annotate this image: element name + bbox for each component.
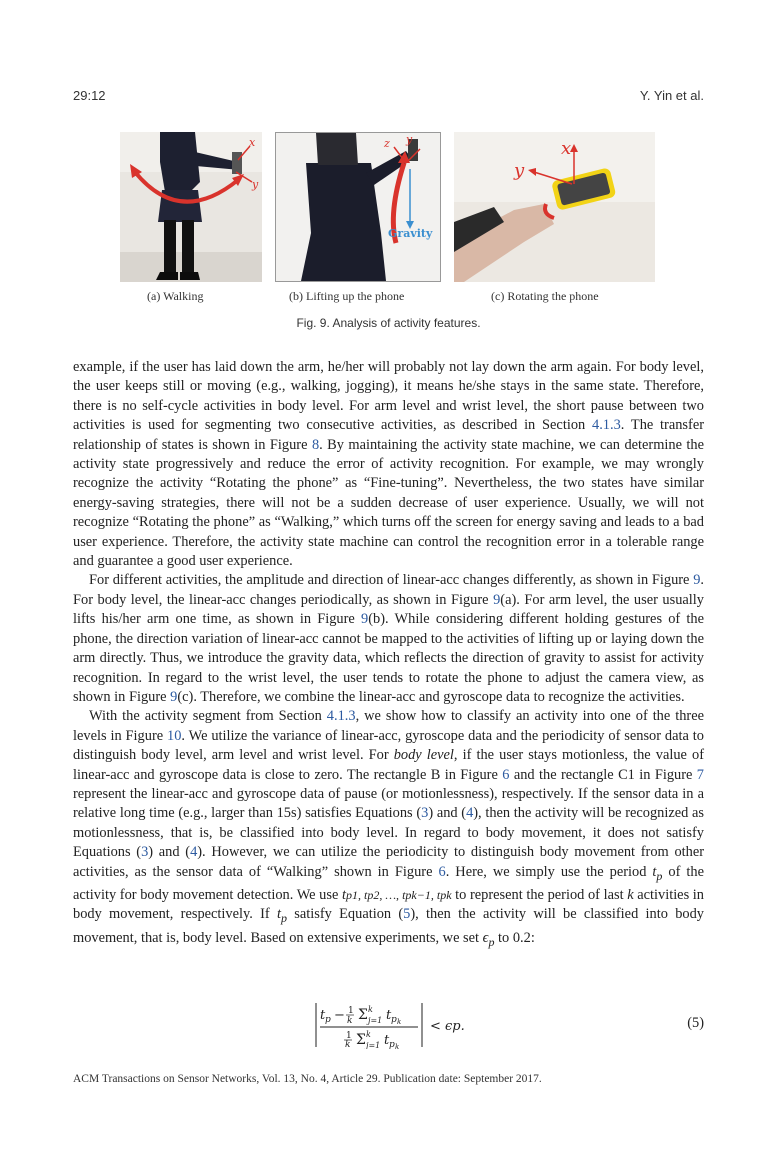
equation-5 [0,1001,777,1049]
axis-label-y: y [514,160,525,181]
section-ref[interactable]: 4.1.3 [592,417,621,434]
subcaption-rotating: (c) Rotating the phone [491,289,599,303]
figure-ref[interactable]: 9 [361,611,369,628]
svg-text:k: k [368,1005,373,1014]
gravity-label: Gravity [388,227,433,240]
equation-ref[interactable]: 3 [421,805,429,822]
lifting-illustration [276,133,440,281]
svg-text:p: p [391,1015,397,1025]
equation-rhs: < ϵp. [430,1019,465,1034]
subcaption-lifting: (b) Lifting up the phone [289,289,405,303]
axis-label-z: z [384,137,390,150]
svg-text:Σ: Σ [356,1032,366,1048]
figure-caption: Fig. 9. Analysis of activity features. [296,316,481,330]
section-ref[interactable]: 4.1.3 [326,708,356,725]
axis-label-x: x [249,136,256,149]
figure-ref[interactable]: 9 [693,572,701,589]
svg-text:p: p [325,1015,331,1025]
svg-text:k: k [366,1030,371,1039]
svg-text:−: − [334,1008,345,1023]
paragraph-3: With the activity segment from Section 4.1.3, we show how to classify an activity into one of the three levels in Figure 10. We utilize the variance of linear-acc, gyroscope data and the periodicity of sensor data to distinguish body level, arm level and wrist level. For body level, if the user stays motionless, the value of linear-acc and gyroscope data is close to zero. The rectangle B in Figure 6 and the rectangle C1 in Figure 7 represent the linear-acc and gyroscope data of pause (or motionlessness), respectively. If the sensor data in a relative long time (e.g., larger than 15s) satisfies Equations (3) and (4), then the activity will be recognized as motionlessness, that is, be classified into body level. In regard to body movement, it does not satisfy Equations (3) and (4). However, we can utilize the periodicity to distinguish body movement from other activities, as the sensor data of “Walking” shown in Figure 6. Here, we simply use the period $t_p$ of the activity for body movement detection. We use tp1, tp2, …, tpk−1, tpk to represent the period of last k activities in body movement, respectively. If $t_p$ satisfy Equation (5), then the activity will be classified into body movement, that is, body level. Based on extensive experiments, we set $\epsilon_p$ to 0.2: [73,708,705,949]
svg-text:p: p [389,1040,395,1049]
running-header-authors: Y. Yin et al. [639,88,704,103]
running-header-page: 29:12 [73,88,106,103]
photo-rotating-phone [454,132,655,282]
axis-label-y: y [406,133,413,146]
page-footer: ACM Transactions on Sensor Networks, Vol. 13, No. 4, Article 29. Publication date: September 2017. [73,1073,542,1085]
svg-text:t: t [384,1033,390,1048]
axis-label-x: x [561,138,572,159]
equation-ref[interactable]: 3 [141,844,149,861]
photo-lifting-phone [275,132,441,282]
equation-ref[interactable]: 4 [190,844,198,861]
paragraph-2: For different activities, the amplitude and direction of linear-acc changes differently, as shown in Figure 9. For body level, the linear-acc changes periodically, as shown in Figure 9(a). For arm level, the user usually lifts his/her arm one time, as shown in Figure 9(b). While considering different holding gestures of the phone, the direction variation of linear-acc cannot be mapped to the activities of lifting up or laying down the arm directly. Thus, we introduce the gravity data, which reflects the direction of gravity to assist for activity recognition. In regard to the wrist level, the user tends to rotate the phone to adjust the camera view, as shown in Figure 9(c). Therefore, we combine the linear-acc and gyroscope data to recognize the activities. [73,572,705,705]
figure-9 [0,132,777,282]
svg-text:t: t [320,1008,326,1023]
paragraph-1: example, if the user has laid down the arm, he/her will probably not lay down the arm again. For body level, the user keeps still or moving (e.g., walking, jogging), it means he/she stays in the same state. Therefore, there is no self-cycle activities in body level. For arm level and wrist level, the short pause between two activities is used for segmenting two consecutive activities, as described in Section 4.1.3. The transfer relationship of states is shown in Figure 8. By maintaining the activity state machine, we can determine the activity state progressively and reduce the error of activity recognition. For example, we may wrongly recognize the activity “Rotating the phone” as “Fine-tuning”. Nevertheless, the two states have similar energy-saving strategies, there will not be a sudden decrease of user experience. Usually, we will not recognize “Rotating the phone” as “Walking,” which turns off the screen for energy saving and leads to a bad user experience. Therefore, the activity state machine can control the recognition error in a tolerable range and guarantee a good user experience. [73,359,705,570]
svg-text:j=1: j=1 [366,1041,381,1049]
figure-ref[interactable]: 6 [502,766,510,783]
equation-ref[interactable]: 5 [403,906,411,923]
figure-ref[interactable]: 9 [493,591,501,608]
svg-text:k: k [395,1043,400,1049]
svg-text:k: k [397,1018,402,1026]
svg-text:k: k [347,1016,353,1026]
body-text [73,358,704,952]
figure-ref[interactable]: 9 [170,688,178,705]
figure-ref[interactable]: 7 [696,766,704,783]
svg-text:Σ: Σ [358,1007,368,1023]
svg-text:j=1: j=1 [368,1016,383,1025]
svg-text:k: k [345,1040,351,1049]
figure-ref[interactable]: 6 [438,863,446,880]
equation-ref[interactable]: 4 [466,805,474,822]
equation-formula [0,1001,777,1049]
axis-label-y: y [252,178,259,191]
equation-number: (5) [687,1015,704,1031]
svg-text:1: 1 [346,1031,352,1041]
svg-text:t: t [386,1008,392,1023]
figure-ref[interactable]: 8 [311,436,320,453]
photo-walking [120,132,262,282]
svg-text:1: 1 [348,1006,354,1016]
rotating-illustration [454,132,655,282]
subcaption-walking: (a) Walking [147,289,204,303]
figure-ref[interactable]: 10 [167,727,182,744]
walking-illustration [120,132,262,282]
